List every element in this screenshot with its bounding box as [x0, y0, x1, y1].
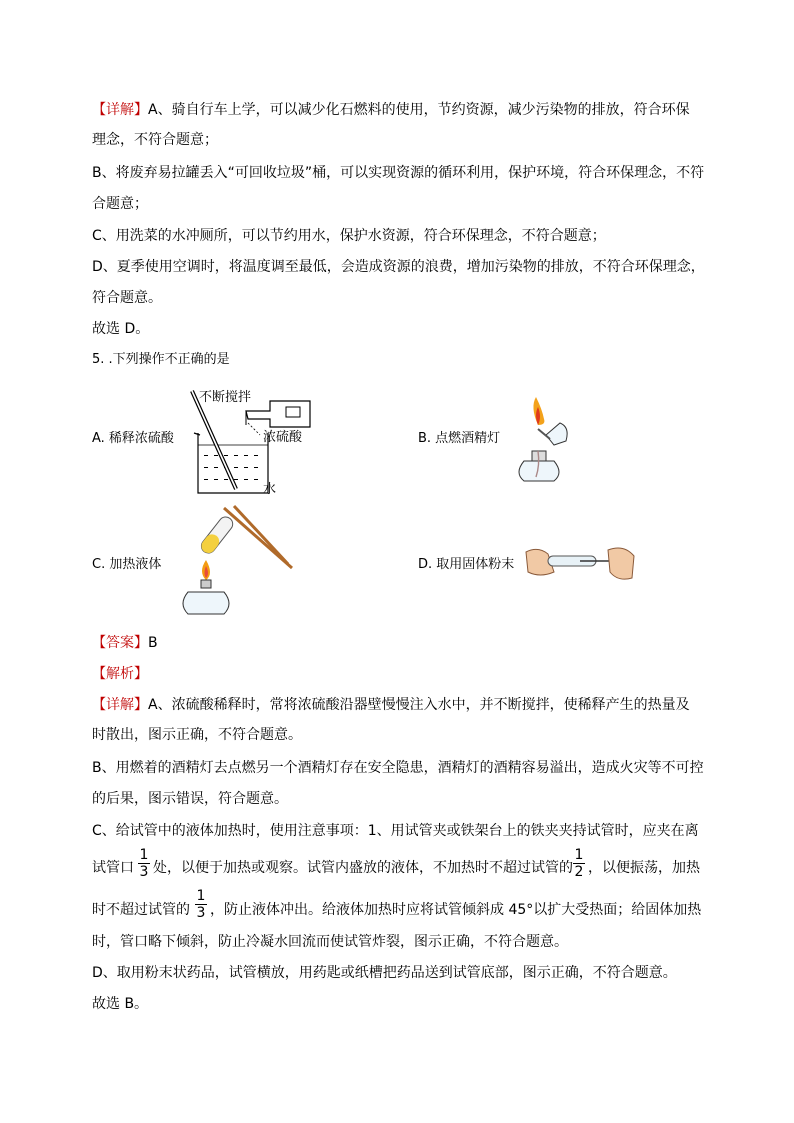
- analysis-line-9: D、取用粉末状药品，试管横放，用药匙或纸槽把药品送到试管底部，图示正确，不符合题意。: [92, 965, 677, 981]
- figure-d-powder-transfer: [524, 542, 636, 584]
- analysis-line-1: [92, 695, 690, 715]
- detail-tag: 【详解】: [92, 102, 148, 118]
- analysis-line-7b: ，防止液体冲出。给液体加热时应将试管倾斜成 45°以扩大受热面；给固体加热: [210, 902, 702, 918]
- analysis-line-6c: ，以便振荡，加热: [588, 860, 700, 876]
- fraction-one-third-2: 1 3: [196, 888, 206, 921]
- figure-b-alcohol-lamps: [508, 395, 570, 485]
- figure-c-heating-liquid: [176, 502, 296, 618]
- analysis-line-4: 的后果，图示错误，符合题意。: [92, 791, 288, 807]
- analysis-line-3: B、用燃着的酒精灯去点燃另一个酒精灯存在安全隐患，酒精灯的酒精容易溢出，造成火灾等不可控: [92, 760, 704, 776]
- detail-line-2: 理念，不符合题意；: [92, 132, 218, 148]
- detail-text: A、骑自行车上学，可以减少化石燃料的使用，节约资源，减少污染物的排放，符合环保: [148, 102, 690, 118]
- label-stir: 不断搅拌: [199, 390, 252, 405]
- detail-line-5: C、用洗菜的水冲厕所，可以节约用水，保护水资源，符合环保理念，不符合题意；: [92, 228, 606, 244]
- analysis-line-5: C、给试管中的液体加热时，使用注意事项：1、用试管夹或铁架台上的铁夹夹持试管时，应夹在离: [92, 823, 699, 839]
- analysis-line-7a: 时不超过试管的: [92, 902, 190, 918]
- fraction-one-half: 1 2: [574, 847, 584, 880]
- detail-line-6: D、夏季使用空调时，将温度调至最低，会造成资源的浪费，增加污染物的排放，不符合环保理念，: [92, 259, 705, 275]
- detail-line-1: [92, 100, 690, 120]
- analysis-text: A、浓硫酸稀释时，常将浓硫酸沿器壁慢慢注入水中，并不断搅拌，使稀释产生的热量及: [148, 697, 690, 713]
- analysis-tag: 【解析】: [92, 666, 148, 682]
- answer-value: B: [148, 635, 158, 651]
- analysis-line-6a: 试管口: [92, 860, 134, 876]
- answer-tag: 【答案】: [92, 635, 148, 651]
- detail-line-8: 故选 D。: [92, 321, 150, 337]
- option-a-label: A. 稀释浓硫酸: [92, 431, 174, 446]
- option-c-label: C. 加热液体: [92, 557, 162, 572]
- answer-line: [92, 633, 158, 653]
- detail-line-4: 合题意；: [92, 196, 148, 212]
- question-stem: 5. .下列操作不正确的是: [92, 352, 230, 367]
- option-b-label: B. 点燃酒精灯: [418, 431, 501, 446]
- detail-tag-2: 【详解】: [92, 697, 148, 713]
- detail-line-3: B、将废弃易拉罐丢入“可回收垃圾”桶，可以实现资源的循环利用，保护环境，符合环保理念，不符: [92, 165, 705, 181]
- label-acid: 浓硫酸: [263, 430, 303, 445]
- label-water: 水: [263, 482, 277, 497]
- option-d-label: D. 取用固体粉末: [418, 557, 515, 572]
- analysis-line-10: 故选 B。: [92, 996, 149, 1012]
- analysis-line-2: 时散出，图示正确，不符合题意。: [92, 727, 302, 743]
- detail-line-7: 符合题意。: [92, 290, 162, 306]
- analysis-line-6b: 处，以便于加热或观察。试管内盛放的液体，不加热时不超过试管的: [153, 860, 573, 876]
- analysis-line-8: 时，管口略下倾斜，防止冷凝水回流而使试管炸裂，图示正确，不符合题意。: [92, 934, 568, 950]
- fraction-one-third-1: 1 3: [139, 847, 149, 880]
